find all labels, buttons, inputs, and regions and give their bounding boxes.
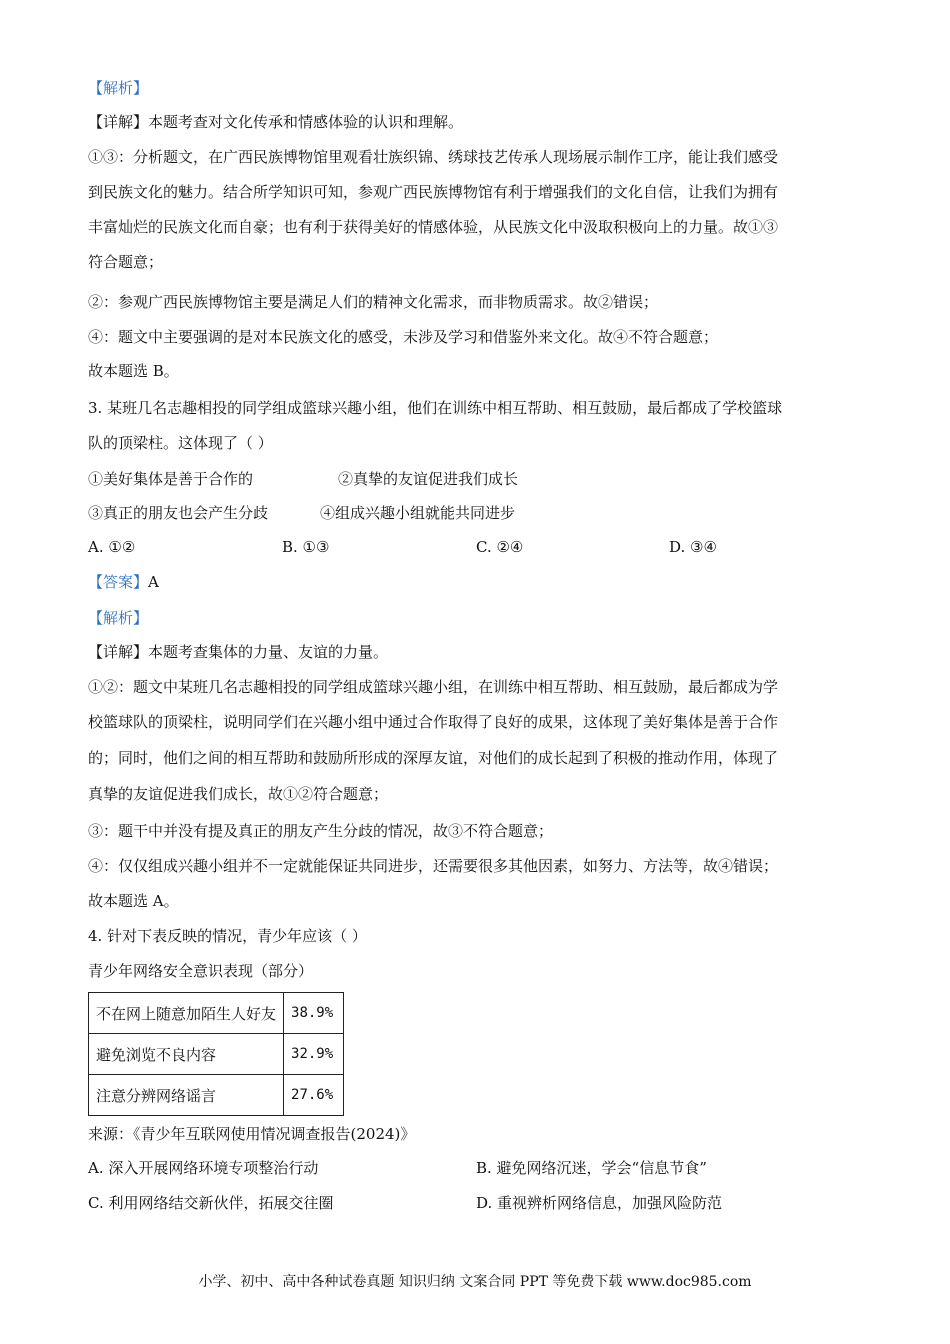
conclusion: 故本题选 B。 bbox=[88, 362, 179, 380]
table-row bbox=[89, 1075, 344, 1116]
row-value: 38.9% bbox=[284, 993, 344, 1034]
detail-tag: 【详解】 bbox=[88, 643, 149, 661]
explanation-line: 到民族文化的魅力。结合所学知识可知，参观广西民族博物馆有利于增强我们的文化自信，让我们为拥有 bbox=[88, 183, 779, 201]
question-stem: 队的顶梁柱。这体现了（ ） bbox=[88, 434, 273, 452]
explanation-line: ②：参观广西民族博物馆主要是满足人们的精神文化需求，而非物质需求。故②错误； bbox=[88, 293, 659, 311]
option-b: B. ①③ bbox=[282, 538, 330, 556]
question-stem: 3. 某班几名志趣相投的同学组成篮球兴趣小组，他们在训练中相互帮助、相互鼓励，最后都成了学校篮球 bbox=[88, 399, 783, 417]
source-note: 来源：《青少年互联网使用情况调查报告(2024)》 bbox=[88, 1125, 416, 1143]
explanation-line: ④：题文中主要强调的是对本民族文化的感受，未涉及学习和借鉴外来文化。故④不符合题意； bbox=[88, 328, 719, 346]
row-label: 不在网上随意加陌生人好友 bbox=[89, 993, 284, 1034]
analysis-tag: 【解析】 bbox=[88, 609, 149, 627]
option-b: B. 避免网络沉迷，学会“信息节食” bbox=[476, 1159, 707, 1177]
answer-value: A bbox=[148, 573, 159, 591]
detail-tag: 【详解】 bbox=[88, 113, 149, 131]
question-stem: 4. 针对下表反映的情况，青少年应该（ ） bbox=[88, 927, 367, 945]
explanation-line: ③：题干中并没有提及真正的朋友产生分歧的情况，故③不符合题意； bbox=[88, 822, 554, 840]
analysis-tag: 【解析】 bbox=[88, 79, 149, 97]
detail-text: 本题考查集体的力量、友谊的力量。 bbox=[148, 643, 389, 661]
conclusion: 故本题选 A。 bbox=[88, 892, 179, 910]
explanation-line: 校篮球队的顶梁柱，说明同学们在兴趣小组中通过合作取得了良好的成果，这体现了美好集体是善于合作 bbox=[88, 713, 779, 731]
option-a: A. ①② bbox=[88, 538, 136, 556]
detail-paragraph bbox=[88, 112, 463, 132]
row-value: 27.6% bbox=[284, 1075, 344, 1116]
detail-text: 本题考查对文化传承和情感体验的认识和理解。 bbox=[148, 113, 464, 131]
answer-line bbox=[88, 572, 159, 592]
option-c: C. 利用网络结交新伙伴，拓展交往圈 bbox=[88, 1194, 334, 1212]
table-title: 青少年网络安全意识表现（部分） bbox=[88, 962, 314, 980]
survey-table bbox=[88, 992, 344, 1116]
option-d: D. 重视辨析网络信息，加强风险防范 bbox=[476, 1194, 723, 1212]
explanation-line: 丰富灿烂的民族文化而自豪；也有利于获得美好的情感体验，从民族文化中汲取积极向上的力量。故①③ bbox=[88, 218, 779, 236]
table-row bbox=[89, 993, 344, 1034]
explanation-line: 真挚的友谊促进我们成长，故①②符合题意； bbox=[88, 785, 389, 803]
statement-item: ④组成兴趣小组就能共同进步 bbox=[320, 504, 516, 522]
explanation-line: ①②：题文中某班几名志趣相投的同学组成篮球兴趣小组，在训练中相互帮助、相互鼓励，最后都成为学 bbox=[88, 678, 779, 696]
row-label: 避免浏览不良内容 bbox=[89, 1034, 284, 1075]
explanation-line: 的；同时，他们之间的相互帮助和鼓励所形成的深厚友谊，对他们的成长起到了积极的推动作用，体现了 bbox=[88, 749, 779, 767]
explanation-line: ④：仅仅组成兴趣小组并不一定就能保证共同进步，还需要很多其他因素，如努力、方法等，故④错误； bbox=[88, 857, 779, 875]
explanation-line: 符合题意； bbox=[88, 253, 164, 271]
page-footer: 小学、初中、高中各种试卷真题 知识归纳 文案合同 PPT 等免费下载 www.doc985.com bbox=[198, 1274, 752, 1290]
answer-tag: 【答案】 bbox=[88, 573, 149, 591]
statement-item: ①美好集体是善于合作的 bbox=[88, 470, 254, 488]
statement-item: ③真正的朋友也会产生分歧 bbox=[88, 504, 269, 522]
row-value: 32.9% bbox=[284, 1034, 344, 1075]
option-d: D. ③④ bbox=[669, 538, 717, 556]
detail-paragraph bbox=[88, 642, 388, 662]
option-c: C. ②④ bbox=[476, 538, 524, 556]
table-row bbox=[89, 1034, 344, 1075]
option-a: A. 深入开展网络环境专项整治行动 bbox=[88, 1159, 319, 1177]
statement-item: ②真挚的友谊促进我们成长 bbox=[338, 470, 519, 488]
explanation-line: ①③：分析题文，在广西民族博物馆里观看壮族织锦、绣球技艺传承人现场展示制作工序，能让我们感受 bbox=[88, 148, 779, 166]
row-label: 注意分辨网络谣言 bbox=[89, 1075, 284, 1116]
